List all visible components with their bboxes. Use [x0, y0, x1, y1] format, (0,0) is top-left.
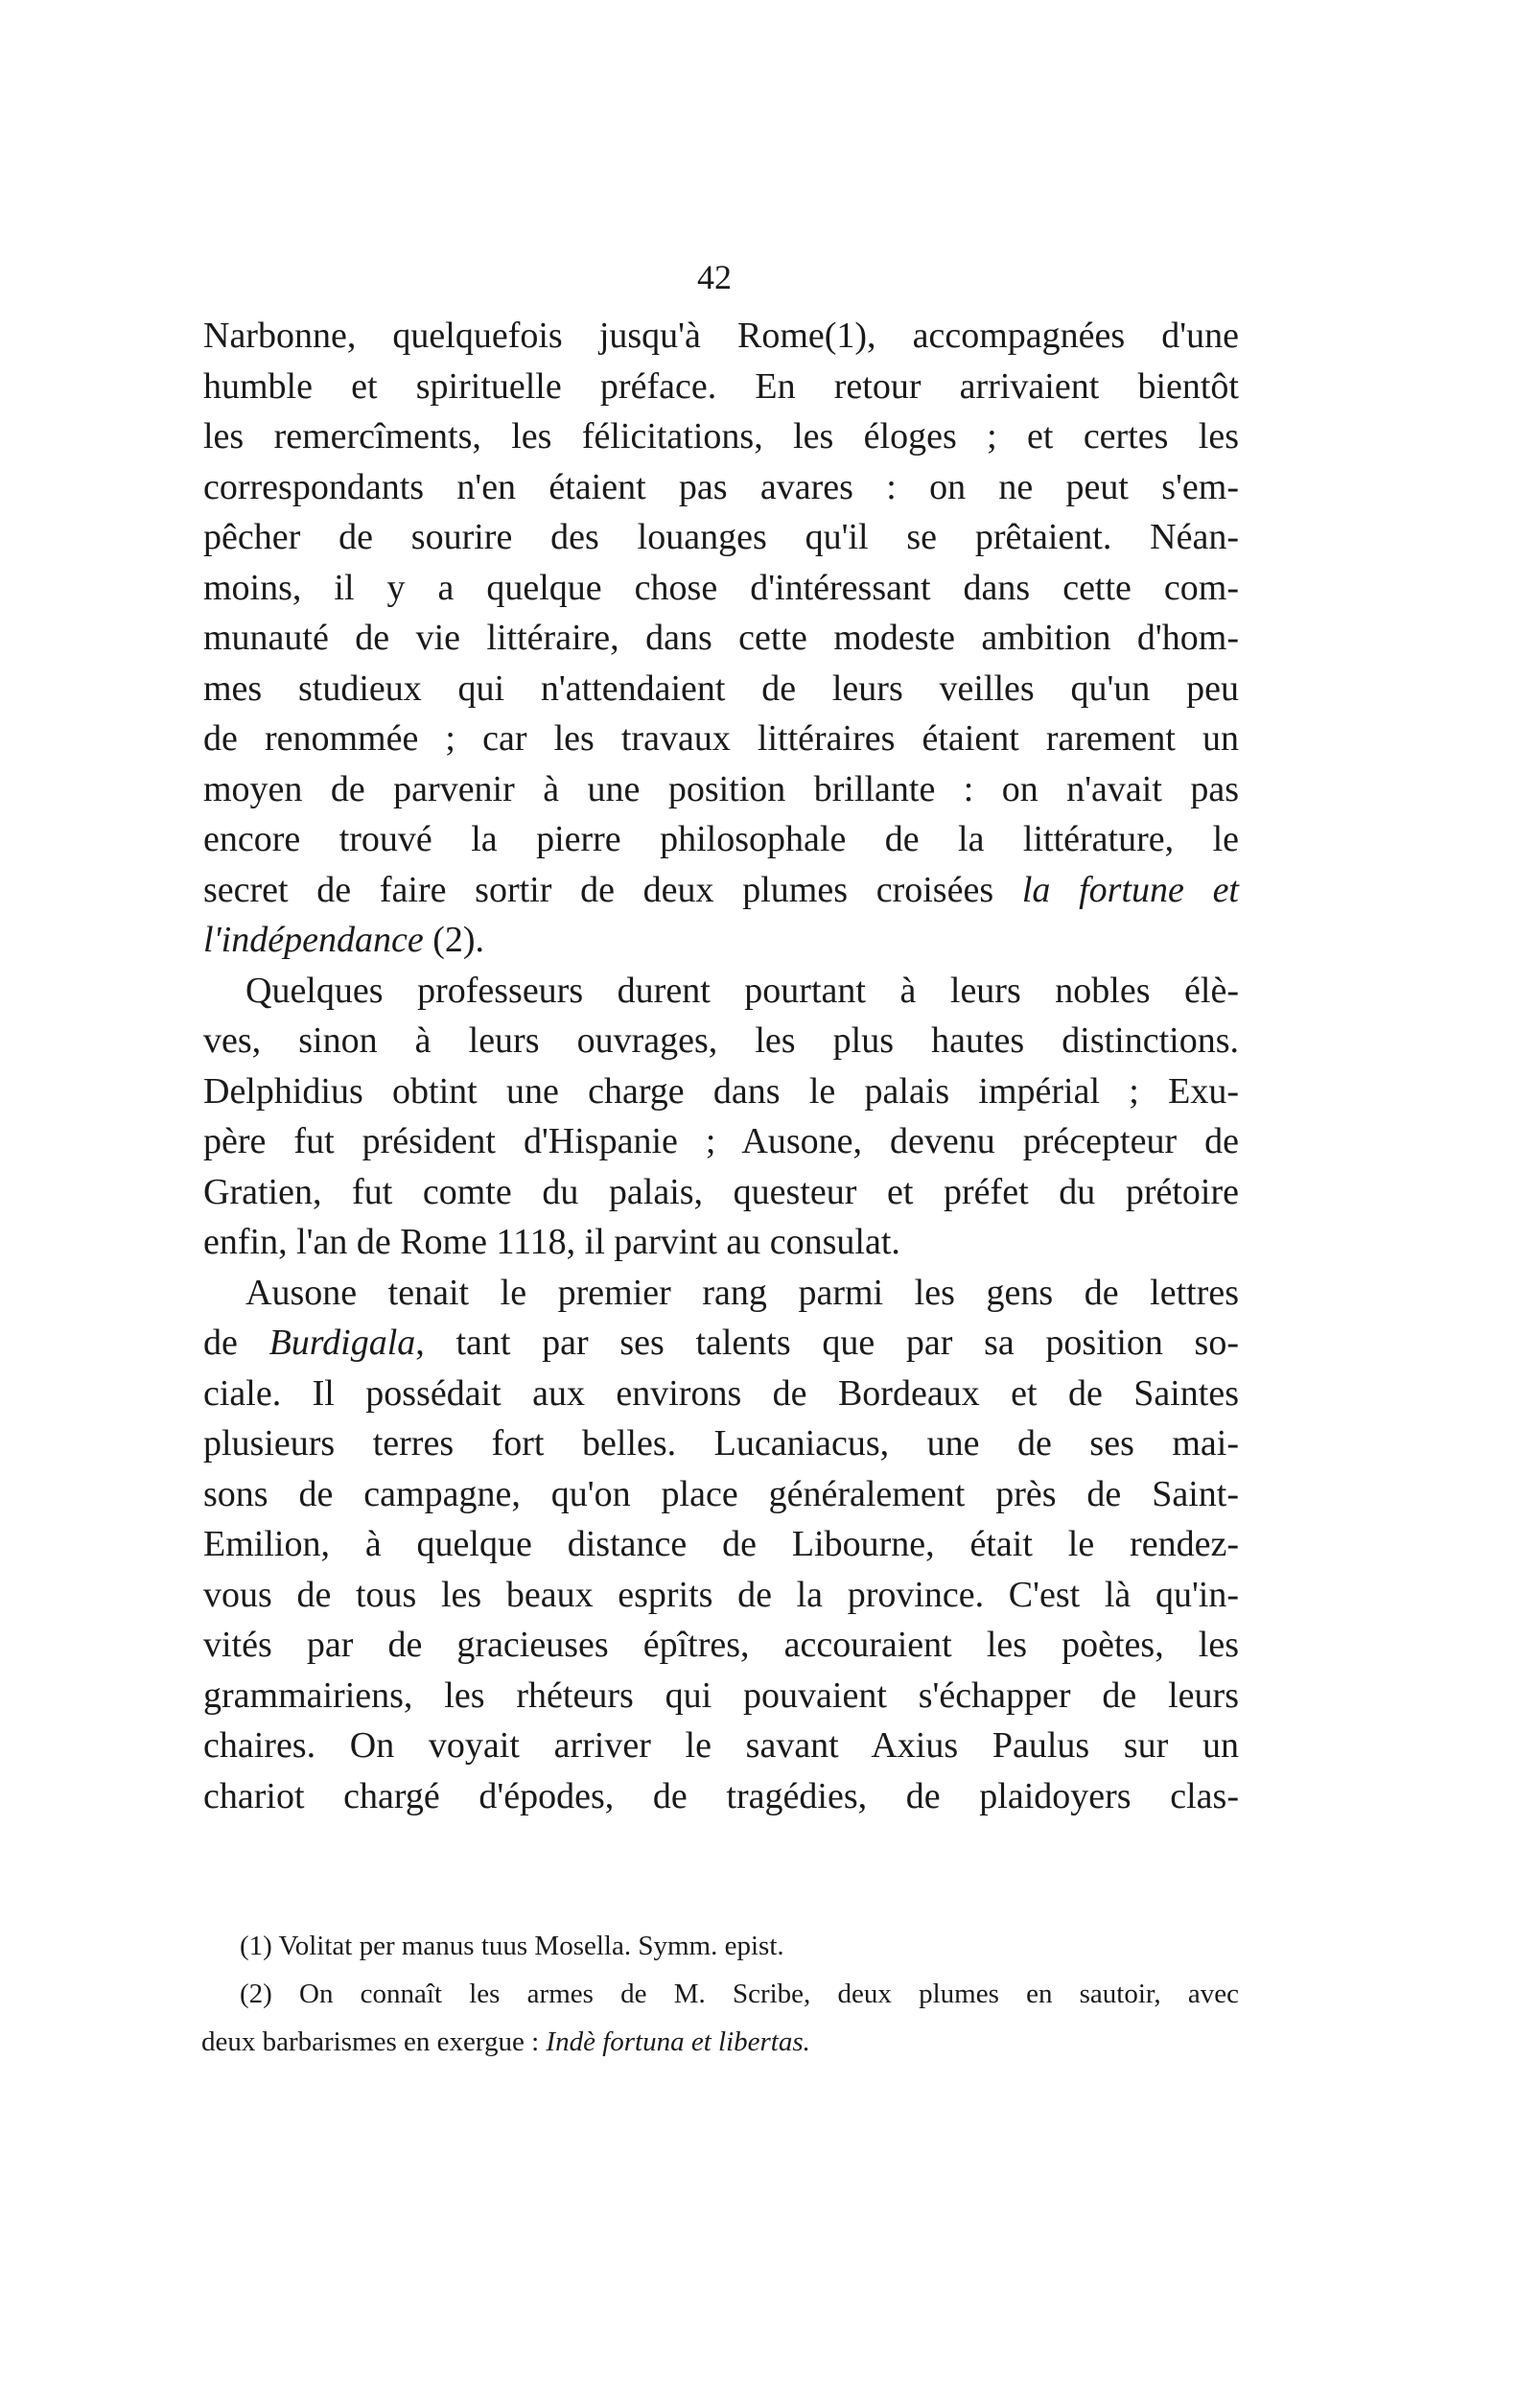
text-segment: de — [203, 1323, 269, 1363]
text-line: Quelques professeurs durent pourtant à leurs nobles élè- — [245, 970, 1239, 1011]
text-line: chariot chargé d'épodes, de tragédies, de plaidoyers clas- — [203, 1775, 1239, 1816]
text-line: munauté de vie littéraire, dans cette modeste ambition d'hom- — [203, 618, 1239, 658]
text-segment: (2). — [423, 920, 485, 960]
text-line: Gratien, fut comte du palais, questeur et préfet du prétoire — [203, 1171, 1239, 1212]
text-segment: deux barbarismes en exergue : — [201, 2026, 547, 2057]
text-line — [203, 1318, 1239, 1369]
text-line: moins, il y a quelque chose d'intéressant dans cette com- — [203, 567, 1239, 608]
body-text — [203, 311, 1239, 1821]
italic-segment: l'indépendance — [203, 920, 424, 960]
page-number: 42 — [697, 258, 732, 296]
text-line: père fut président d'Hispanie ; Ausone, devenu précepteur de — [203, 1121, 1239, 1161]
text-line: correspondants n'en étaient pas avares : on ne peut s'em- — [203, 466, 1239, 507]
text-line: mes studieux qui n'attendaient de leurs veilles qu'un peu — [203, 668, 1239, 709]
italic-segment: Burdigala — [268, 1323, 416, 1363]
text-line: Delphidius obtint une charge dans le palais impérial ; Exu- — [203, 1070, 1239, 1112]
text-line: grammairiens, les rhéteurs qui pouvaient s'échapper de leurs — [203, 1675, 1239, 1716]
text-line: enfin, l'an de Rome 1118, il parvint au consulat. — [203, 1222, 900, 1262]
text-line: ciale. Il possédait aux environs de Bordeaux et de Saintes — [203, 1372, 1239, 1414]
text-line: vous de tous les beaux esprits de la province. C'est là qu'in- — [203, 1574, 1239, 1615]
italic-segment: Indè fortuna et libertas. — [546, 2026, 810, 2057]
text-line — [203, 915, 1239, 966]
text-segment: , tant par ses talents que par sa position so- — [415, 1323, 1239, 1363]
text-line — [203, 865, 1239, 916]
text-line: Ausone tenait le premier rang parmi les gens de lettres — [245, 1272, 1239, 1313]
text-line: Narbonne, quelquefois jusqu'à Rome(1), accompagnées d'une — [203, 316, 1239, 356]
text-line: les remercîments, les félicitations, les éloges ; et certes les — [203, 416, 1239, 457]
text-line: ves, sinon à leurs ouvrages, les plus hautes distinctions. — [203, 1020, 1239, 1061]
text-line: plusieurs terres fort belles. Lucaniacus, une de ses mai- — [203, 1423, 1239, 1464]
text-line: vités par de gracieuses épîtres, accouraient les poètes, les — [203, 1625, 1239, 1665]
text-line: chaires. On voyait arriver le savant Axius Paulus sur un — [203, 1725, 1239, 1766]
text-line: humble et spirituelle préface. En retour arrivaient bientôt — [203, 365, 1239, 407]
text-line: Emilion, à quelque distance de Libourne, était le rendez- — [203, 1524, 1239, 1564]
footnotes — [201, 1922, 1239, 2066]
text-segment: secret de faire sortir de deux plumes croisées — [203, 869, 1022, 910]
text-line: pêcher de sourire des louanges qu'il se prêtaient. Néan- — [203, 517, 1239, 557]
text-line: sons de campagne, qu'on place généralement près de Saint- — [203, 1473, 1239, 1514]
text-line: encore trouvé la pierre philosophale de la littérature, le — [203, 819, 1239, 859]
footnote-1: (1) Volitat per manus tuus Mosella. Symm. epist. — [240, 1931, 784, 1961]
italic-segment: la fortune et — [1021, 869, 1239, 910]
footnote-2: (2) On connaît les armes de M. Scribe, deux plumes en sautoir, avec — [240, 1979, 1239, 2009]
text-line: de renommée ; car les travaux littéraires étaient rarement un — [203, 718, 1239, 759]
footnote-2-continuation — [201, 2018, 1239, 2066]
text-line: moyen de parvenir à une position brillante : on n'avait pas — [203, 768, 1239, 809]
